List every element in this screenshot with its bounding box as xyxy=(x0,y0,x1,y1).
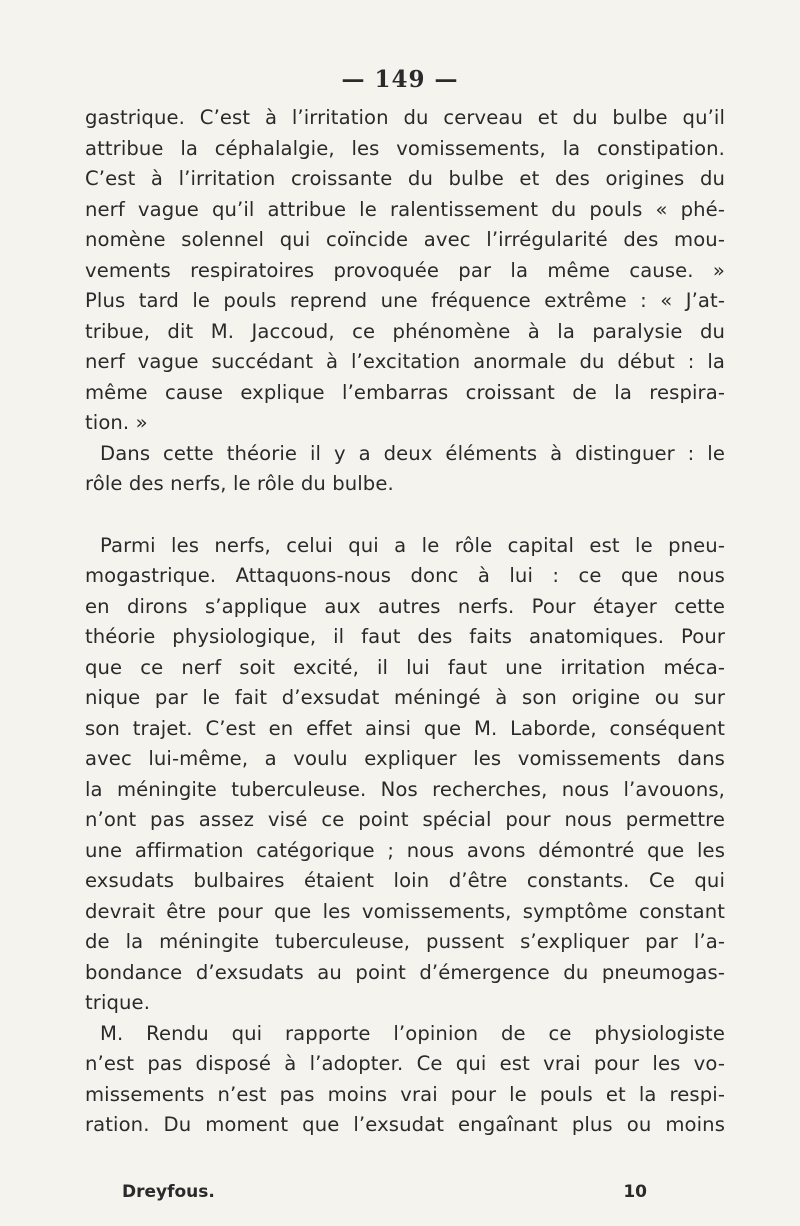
text-line: en dirons s’applique aux autres nerfs. Pour étayer cette xyxy=(85,594,725,618)
page-number: — 149 — xyxy=(341,66,459,93)
text-line: rôle des nerfs, le rôle du bulbe. xyxy=(85,472,394,495)
text-line: ration. Du moment que l’exsudat engaînant plus ou moins xyxy=(85,1113,725,1136)
text-line: théorie physiologique, il faut des faits anatomiques. Pour xyxy=(85,625,725,648)
text-line: M. Rendu qui rapporte l’opinion de ce physiologiste xyxy=(100,1021,725,1045)
paragraph xyxy=(85,439,725,500)
text-line: Plus tard le pouls reprend une fréquence extrême : « J’at- xyxy=(85,289,725,312)
text-line: tribue, dit M. Jaccoud, ce phénomène à la paralysie du xyxy=(85,319,725,343)
text-line: bondance d’exsudats au point d’émergence du pneumogas- xyxy=(85,960,725,984)
text-line: la méningite tuberculeuse. Nos recherches, nous l’avouons, xyxy=(85,777,725,801)
text-line: trique. xyxy=(85,991,151,1014)
paragraph xyxy=(85,103,725,439)
text-line: Parmi les nerfs, celui qui a le rôle capital est le pneu- xyxy=(100,533,725,557)
text-line: de la méningite tuberculeuse, pussent s’expliquer par l’a- xyxy=(85,930,725,953)
footer-author: Dreyfous. xyxy=(122,1182,215,1202)
footer-sheet-number: 10 xyxy=(623,1182,647,1202)
text-line: C’est à l’irritation croissante du bulbe et des origines du xyxy=(85,167,725,190)
text-line: devrait être pour que les vomissements, symptôme constant xyxy=(85,899,725,923)
text-line: n’ont pas assez visé ce point spécial pour nous permettre xyxy=(85,808,725,831)
text-line: missements n’est pas moins vrai pour le pouls et la respi- xyxy=(85,1082,725,1106)
text-line: Dans cette théorie il y a deux éléments à distinguer : le xyxy=(100,441,725,465)
text-line: vements respiratoires provoquée par la même cause. » xyxy=(85,258,725,282)
text-line: nerf vague succédant à l’excitation anormale du début : la xyxy=(85,350,725,373)
paragraph-gap xyxy=(85,500,725,531)
text-line: mogastrique. Attaquons-nous donc à lui : ce que nous xyxy=(85,564,725,587)
text-line: une affirmation catégorique ; nous avons démontré que les xyxy=(85,838,725,862)
text-line: gastrique. C’est à l’irritation du cerveau et du bulbe qu’il xyxy=(85,106,725,129)
text-line: n’est pas disposé à l’adopter. Ce qui est vrai pour les vo- xyxy=(85,1052,725,1075)
text-line: nomène solennel qui coïncide avec l’irrégularité des mou- xyxy=(85,228,725,251)
paragraph xyxy=(85,531,725,1019)
text-line: que ce nerf soit excité, il lui faut une irritation méca- xyxy=(85,655,725,679)
text-line: attribue la céphalalgie, les vomissements, la constipation. xyxy=(85,136,725,160)
text-line: avec lui-même, a voulu expliquer les vomissements dans xyxy=(85,747,725,770)
text-line: même cause explique l’embarras croissant de la respira- xyxy=(85,380,725,404)
text-line: tion. » xyxy=(85,411,148,434)
text-line: exsudats bulbaires étaient loin d’être constants. Ce qui xyxy=(85,869,725,892)
text-line: nique par le fait d’exsudat méningé à son origine ou sur xyxy=(85,686,725,709)
text-line: son trajet. C’est en effet ainsi que M. Laborde, conséquent xyxy=(85,716,725,740)
body-text xyxy=(85,103,725,1141)
text-line: nerf vague qu’il attribue le ralentissement du pouls « phé- xyxy=(85,197,725,221)
paragraph xyxy=(85,1019,725,1141)
